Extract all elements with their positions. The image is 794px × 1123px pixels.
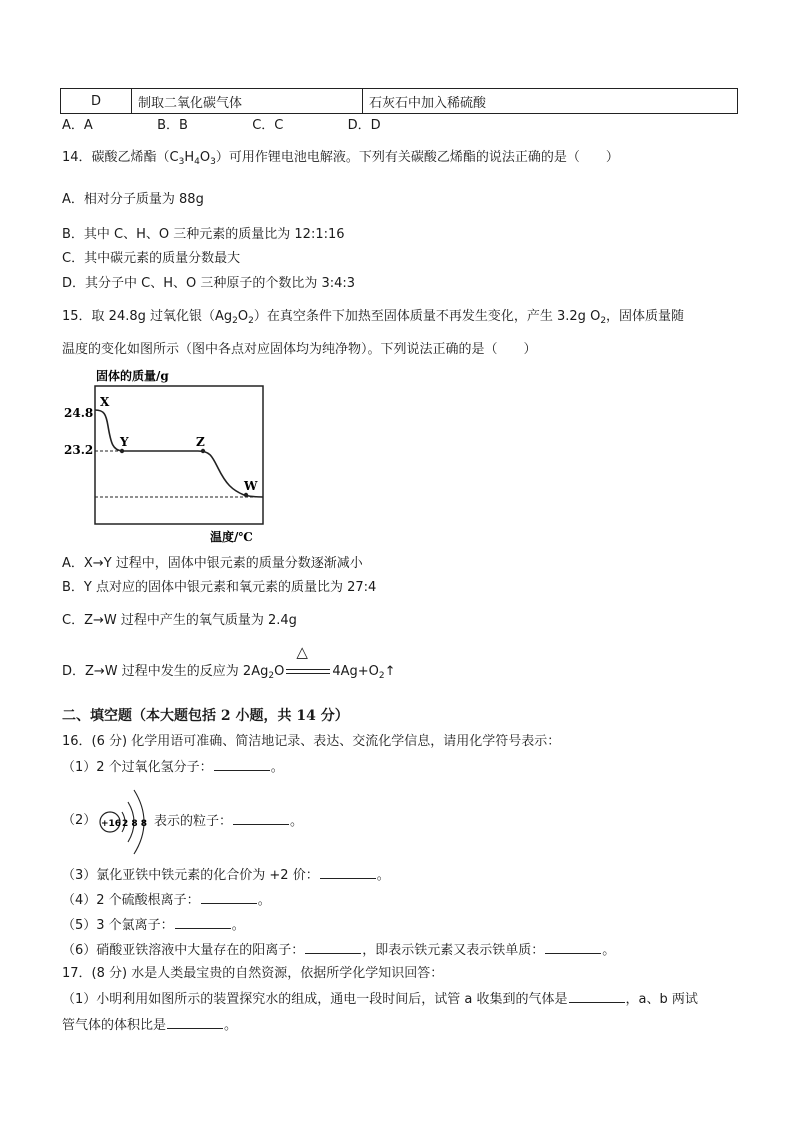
heat-symbol-icon: △: [296, 643, 308, 661]
q16-part3: [62, 866, 390, 885]
formula-o-sub: 2: [248, 316, 254, 326]
q14-option-d: D．其分子中 C、H、O 三种原子的个数比为 3:4:3: [62, 276, 356, 291]
q15-option-d: [62, 643, 396, 681]
formula-c: C: [169, 150, 179, 165]
q15-text-b: ）在真空条件下加热至固体质量不再发生变化，产生 3.2g: [253, 309, 586, 324]
q17-part1-text-b: ，a、b 两试: [625, 992, 698, 1007]
graph-frame: [95, 386, 263, 524]
section2-title: 二、填空题（本大题包括 2 小题，共 14 分）: [62, 708, 349, 724]
q16-part6: [62, 941, 615, 960]
graph-xlabel: 温度/℃: [210, 530, 253, 544]
answer-blank[interactable]: [175, 916, 231, 929]
q16-stem: 16．(6 分) 化学用语可准确、简洁地记录、表达、交流化学信息，请用化学符号表示：: [62, 734, 561, 749]
q15-d-sub1: 2: [268, 671, 275, 681]
equals-sign: [286, 669, 330, 674]
table-cell-method: 石灰石中加入稀硫酸: [363, 89, 738, 114]
q17-part1-text-c: 管气体的体积比是: [62, 1018, 167, 1033]
gas-arrow-icon: ↑: [384, 664, 396, 679]
q13-option-table: [60, 88, 738, 114]
q16-part3-text: （3）氯化亚铁中铁元素的化合价为 +2 价：: [62, 868, 319, 883]
graph-ytick-24-8: 24.8: [64, 406, 94, 420]
q15-d-products: 4Ag+O: [332, 664, 379, 679]
period: 。: [602, 943, 616, 958]
q17-part1: [62, 990, 698, 1009]
q16-part1: [62, 758, 284, 777]
graph-point-w: [244, 493, 248, 497]
q15-d-sub2: 2: [378, 671, 385, 681]
q15-option-a: A．X→Y 过程中，固体中银元素的质量分数逐渐减小: [62, 556, 363, 571]
formula-o2-sub: 2: [600, 316, 607, 326]
graph-label-y: Y: [120, 435, 129, 449]
answer-blank[interactable]: [305, 941, 361, 954]
formula-c-sub: 3: [178, 157, 185, 167]
formula-ag-sub: 2: [232, 316, 238, 326]
graph-ylabel: 固体的质量/g: [96, 369, 169, 383]
answer-blank[interactable]: [545, 941, 601, 954]
formula-o2: O: [590, 309, 601, 324]
q16-part6-text-a: （6）硝酸亚铁溶液中大量存在的阳离子：: [62, 943, 305, 958]
q14-stem-text: 14．碳酸乙烯酯（: [62, 150, 170, 165]
answer-blank[interactable]: [569, 990, 625, 1003]
formula-ag: Ag: [215, 309, 233, 324]
graph-ytick-23-2: 23.2: [64, 443, 94, 457]
q16-part4-text: （4）2 个硫酸根离子：: [62, 893, 200, 908]
graph-label-w: W: [244, 479, 258, 493]
answer-blank[interactable]: [201, 891, 257, 904]
period: 。: [290, 814, 304, 829]
period: 。: [224, 1018, 238, 1033]
answer-blank[interactable]: [233, 812, 289, 825]
q17-part1-text-a: （1）小明利用如图所示的装置探究水的组成，通电一段时间后，试管 a 收集到的气体是: [62, 992, 568, 1007]
q15-d-o: O: [274, 664, 285, 679]
formula-h: H: [184, 150, 195, 165]
electron-counts: 2 8 8: [122, 819, 148, 829]
graph-label-x: X: [100, 395, 110, 409]
q17-stem: 17．(8 分) 水是人类最宝贵的自然资源，依据所学化学知识回答：: [62, 966, 444, 981]
formula-o: O: [199, 150, 211, 165]
q16-part2-prefix: （2）: [62, 813, 97, 828]
q16-part5-text: （5）3 个氯离子：: [62, 918, 174, 933]
formula-h-sub: 4: [194, 157, 200, 167]
table-row: [61, 89, 738, 114]
nucleus-charge: +16: [101, 819, 122, 829]
q13-option-b: B．B: [157, 118, 188, 133]
reaction-condition: [284, 643, 332, 681]
q15-stem-line2: 温度的变化如图所示（图中各点对应固体均为纯净物）。下列说法正确的是（ ）: [62, 342, 537, 357]
q16-part4: [62, 891, 271, 910]
period: 。: [376, 868, 390, 883]
formula-o-sub: 3: [210, 157, 216, 167]
q15-option-b: B．Y 点对应的固体中银元素和氧元素的质量比为 27:4: [62, 580, 377, 595]
period: 。: [270, 760, 284, 775]
q14-stem: [62, 149, 619, 167]
q17-part1-cont: [62, 1016, 237, 1035]
formula-o: O: [237, 309, 249, 324]
answer-blank[interactable]: [320, 866, 376, 879]
graph-point-y: [120, 449, 124, 453]
q15-stem-line1: [62, 308, 684, 326]
graph-label-z: Z: [196, 435, 205, 449]
period: 。: [231, 918, 245, 933]
q15-text-c: ，固体质量随: [606, 309, 685, 324]
q13-options: [62, 117, 381, 135]
period: 。: [257, 893, 271, 908]
atom-structure-icon: [96, 782, 160, 862]
answer-blank[interactable]: [167, 1016, 223, 1029]
q14-option-c: C．其中碳元素的质量分数最大: [62, 251, 241, 266]
q15-text-a: 15．取 24.8g 过氧化银（: [62, 309, 216, 324]
answer-blank[interactable]: [214, 758, 270, 771]
q16-part2-text: 表示的粒子：: [154, 814, 233, 829]
q15-option-c: C．Z→W 过程中产生的氧气质量为 2.4g: [62, 613, 297, 628]
graph-point-z: [201, 449, 205, 453]
q15-option-d-text: D．Z→W 过程中发生的反应为 2Ag: [62, 664, 269, 679]
q13-option-a: A．A: [62, 118, 93, 133]
q16-part5: [62, 916, 245, 935]
table-cell-letter: D: [61, 89, 132, 114]
q14-stem-text-2: ）可用作锂电池电解液。下列有关碳酸乙烯酯的说法正确的是（ ）: [215, 150, 619, 165]
mass-temperature-graph: [60, 364, 280, 544]
q14-option-a: A．相对分子质量为 88g: [62, 192, 204, 207]
q14-option-b: B．其中 C、H、O 三种元素的质量比为 12:1:16: [62, 227, 345, 242]
table-cell-action: 制取二氧化碳气体: [132, 89, 363, 114]
graph-curve: [95, 410, 263, 497]
q13-option-d: D．D: [347, 118, 381, 133]
q13-option-c: C．C: [252, 118, 284, 133]
q16-part6-text-b: ，即表示铁元素又表示铁单质：: [362, 943, 545, 958]
q16-part1-text: （1）2 个过氧化氢分子：: [62, 760, 213, 775]
q16-part2: [154, 812, 303, 831]
